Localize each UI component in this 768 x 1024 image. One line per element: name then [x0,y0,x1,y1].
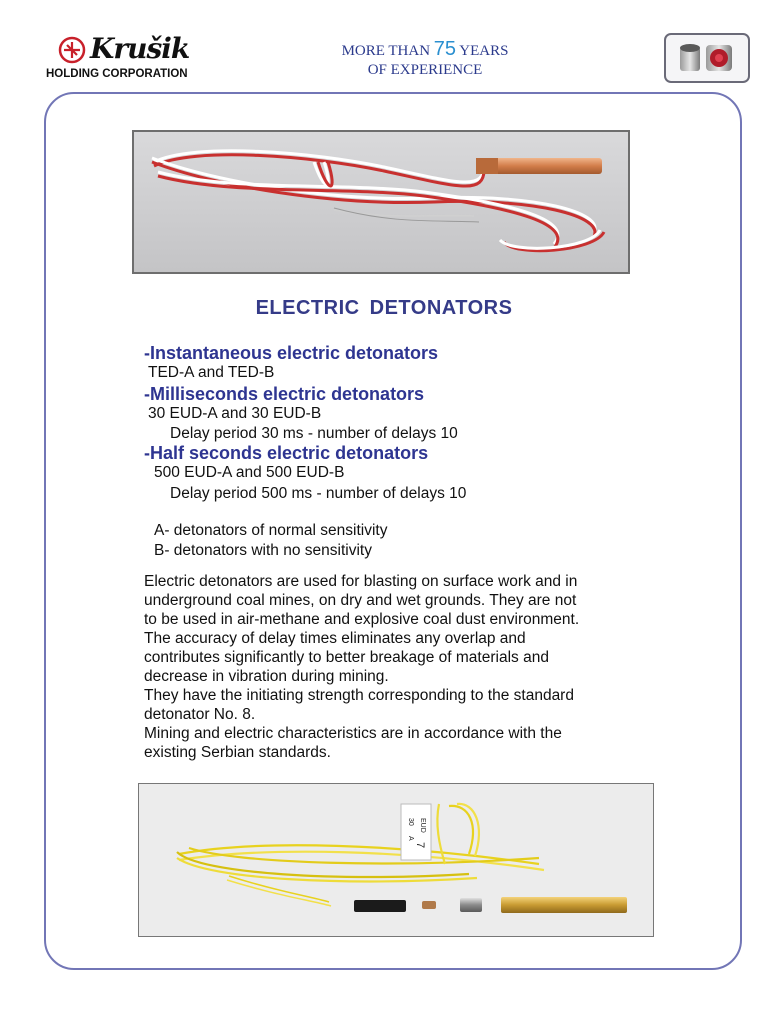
description-paragraph [144,572,664,762]
section-heading-instantaneous: -Instantaneous electric detonators [144,343,439,363]
product-thumbnail [664,33,750,83]
page-title: ELECTRIC DETONATORS [255,297,513,319]
tagline [300,40,550,80]
section-line: 30 EUD-A and 30 EUD-B [148,405,322,422]
section-line: 500 EUD-A and 500 EUD-B [154,464,345,481]
krusik-emblem-icon [58,36,86,64]
section-heading-half-seconds: -Half seconds electric detonators [144,443,429,463]
tagline-line2: OF EXPERIENCE [367,62,483,78]
brand-name: Krušik [90,32,190,65]
paragraph-line: decrease in vibration during mining. [144,668,389,685]
tag-label-eud: EUD [419,818,426,833]
paragraph-line: detonator No. 8. [144,706,256,723]
paragraph-line: The accuracy of delay times eliminates any overlap and [144,630,526,647]
section-heading-milliseconds: -Milliseconds electric detonators [144,384,425,404]
paragraph-line: contributes significantly to better breakage of materials and [144,649,549,666]
brand-subtitle: HOLDING CORPORATION [46,68,188,80]
photo-electric-detonator [132,130,630,274]
legend-b: B- detonators with no sensitivity [154,542,372,559]
tagline-number: 75 [433,38,457,60]
tagline-prefix: MORE THAN [341,43,431,59]
section-line: Delay period 30 ms - number of delays 10 [170,425,458,442]
paragraph-line: Mining and electric characteristics are in accordance with the [144,725,562,742]
company-logo [46,34,216,84]
detonator-caps-icon [666,35,748,81]
paragraph-line: They have the initiating strength corresponding to the standard [144,687,574,704]
section-line: TED-A and TED-B [148,364,275,381]
tagline-suffix: YEARS [459,43,509,59]
photo-detonator-components [138,783,654,937]
paragraph-line: existing Serbian standards. [144,744,331,761]
section-line: Delay period 500 ms - number of delays 10 [170,485,467,502]
paragraph-line: to be used in air-methane and explosive coal dust environment. [144,611,580,628]
paragraph-line: Electric detonators are used for blasting on surface work and in [144,573,578,590]
tag-label-a: A [407,836,414,841]
legend-a: A- detonators of normal sensitivity [154,522,388,539]
paragraph-line: underground coal mines, on dry and wet grounds. They are not [144,592,577,609]
tag-label-30: 30 [407,818,414,826]
tag-label-7: 7 [414,842,426,849]
